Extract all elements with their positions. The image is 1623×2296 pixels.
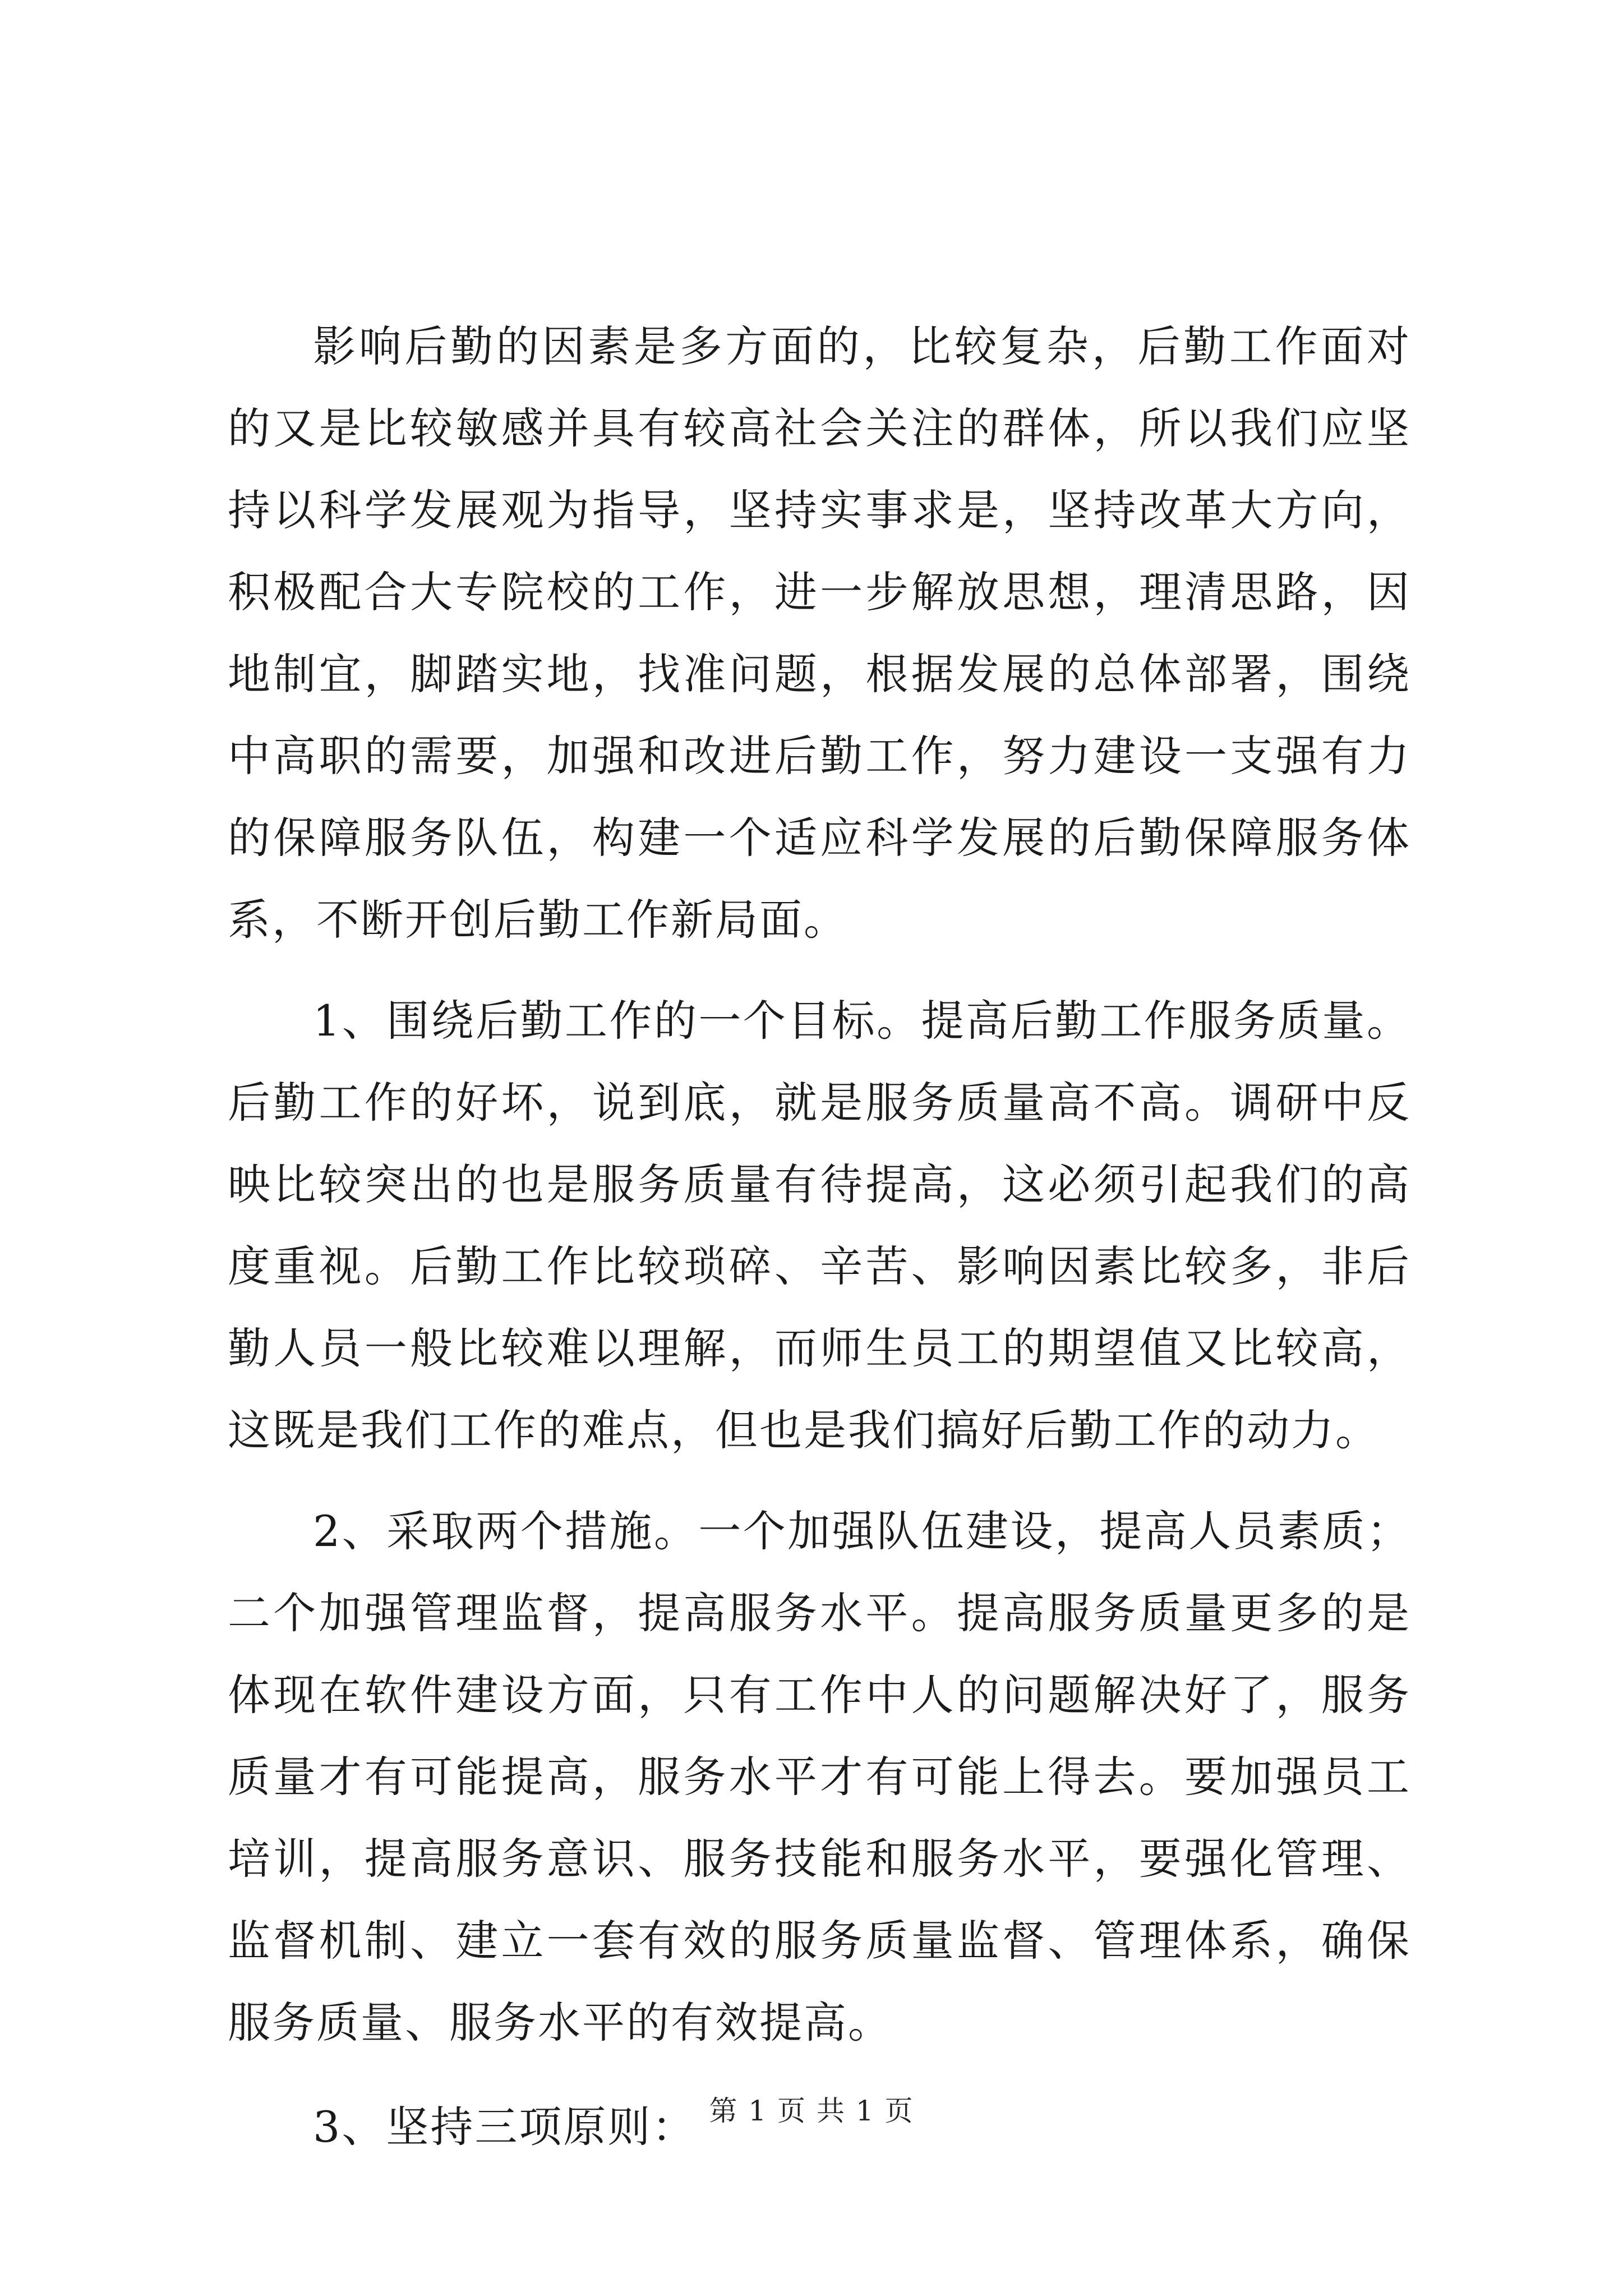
document-body [228, 306, 1411, 2187]
paragraph-intro: 影响后勤的因素是多方面的，比较复杂，后勤工作面对的又是比较敏感并具有较高社会关注的群体，所以我们应坚持以科学发展观为指导，坚持实事求是，坚持改革大方向，积极配合大专院校的工作，进一步解放思想，理清思路，因地制宜，脚踏实地，找准问题，根据发展的总体部署，围绕中高职的需要，加强和改进后勤工作，努力建设一支强有力的保障服务队伍，构建一个适应科学发展的后勤保障服务体系，不断开创后勤工作新局面。 [228, 321, 1411, 945]
page-number-footer: 第 1 页 共 1 页 [709, 2095, 914, 2127]
paragraph-measures: 2、采取两个措施。一个加强队伍建设，提高人员素质；二个加强管理监督，提高服务水平。提高服务质量更多的是体现在软件建设方面，只有工作中人的问题解决好了，服务质量才有可能提高，服务水平才有可能上得去。要加强员工培训，提高服务意识、服务技能和服务水平，要强化管理、监督机制、建立一套有效的服务质量监督、管理体系，确保服务质量、服务水平的有效提高。 [228, 1506, 1411, 2047]
paragraph-goal: 1、围绕后勤工作的一个目标。提高后勤工作服务质量。后勤工作的好坏，说到底，就是服务质量高不高。调研中反映比较突出的也是服务质量有待提高，这必须引起我们的高度重视。后勤工作比较琐碎、辛苦、影响因素比较多，非后勤人员一般比较难以理解，而师生员工的期望值又比较高，这既是我们工作的难点，但也是我们搞好后勤工作的动力。 [228, 996, 1411, 1455]
paragraph-principles: 3、坚持三项原则： [313, 2102, 697, 2152]
